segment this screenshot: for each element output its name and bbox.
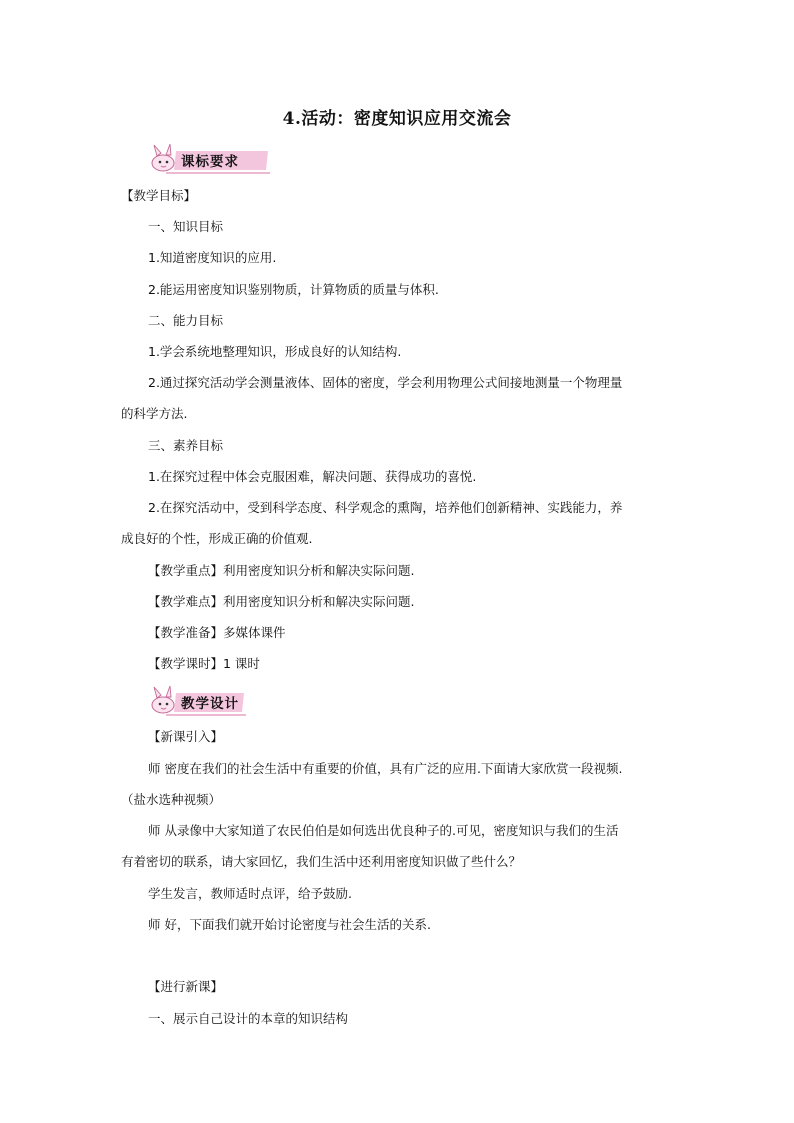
text-line: 2.通过探究活动学会测量液体、固体的密度，学会利用物理公式间接地测量一个物理量 [148,375,623,390]
text-line: 的科学方法. [121,406,188,421]
text-line: 1.在探究过程中体会克服困难，解决问题、获得成功的喜悦. [148,469,477,484]
section-banner-design [146,684,246,718]
text-line: 2.在探究活动中，受到科学态度、科学观念的熏陶，培养他们创新精神、实践能力，养 [148,500,623,515]
text-line: 三、素养目标 [148,438,224,453]
text-line: 【教学难点】利用密度知识分析和解决实际问题. [148,594,415,609]
text-line: 一、展示自己设计的本章的知识结构 [148,1011,349,1026]
page-title: 4.活动：密度知识应用交流会 [282,109,512,129]
text-line: 【教学准备】多媒体课件 [148,625,286,640]
text-line: 二、能力目标 [148,313,224,328]
text-line: 1.学会系统地整理知识，形成良好的认知结构. [148,344,402,359]
banner-label: 课标要求 [181,154,239,170]
text-line: 师 从录像中大家知道了农民伯伯是如何选出优良种子的.可见，密度知识与我们的生活 [148,823,619,838]
text-line: （盐水选种视频） [121,792,222,807]
text-line: 成良好的个性，形成正确的价值观. [121,531,313,546]
text-line: 学生发言，教师适时点评，给予鼓励. [148,886,352,901]
text-line: 【新课引入】 [148,729,224,744]
banner-label: 教学设计 [181,696,239,712]
text-line: 一、知识目标 [148,219,224,234]
text-line: 师 密度在我们的社会生活中有重要的价值，具有广泛的应用.下面请大家欣赏一段视频. [148,761,623,776]
text-line: 师 好，下面我们就开始讨论密度与社会生活的关系. [148,917,431,932]
text-line: 有着密切的联系，请大家回忆，我们生活中还利用密度知识做了些什么？ [121,854,522,869]
text-line: 【进行新课】 [148,979,224,994]
text-line: 1.知道密度知识的应用. [148,250,277,265]
section-banner-curriculum [146,142,270,176]
text-line: 【教学重点】利用密度知识分析和解决实际问题. [148,563,415,578]
text-line: 2.能运用密度知识鉴别物质，计算物质的质量与体积. [148,282,439,297]
text-line: 【教学目标】 [121,188,197,203]
text-line: 【教学课时】1 课时 [148,656,260,671]
